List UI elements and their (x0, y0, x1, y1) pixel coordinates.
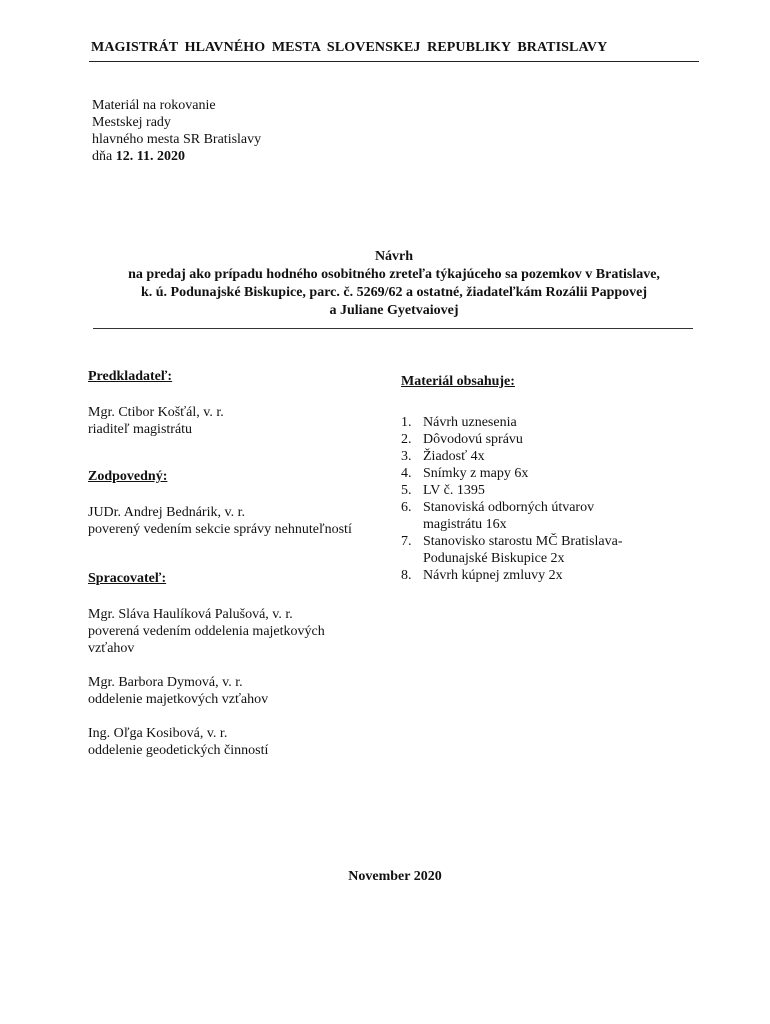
title-divider (93, 328, 693, 329)
preparer-name: Ing. Oľga Kosibová, v. r. (88, 726, 228, 741)
list-item (401, 465, 701, 482)
list-item (401, 448, 701, 465)
meeting-info-line-1: Materiál na rokovanie (92, 98, 216, 113)
list-item-text-line: Stanovisko starostu MČ Bratislava- (423, 534, 623, 549)
list-item-number: 7. (401, 534, 412, 549)
list-item-text: Žiadosť 4x (423, 449, 485, 464)
proposal-title (92, 248, 696, 320)
list-item-number: 6. (401, 500, 412, 515)
contents-column (401, 374, 701, 584)
list-item-number: 3. (401, 449, 412, 464)
contents-list (401, 414, 701, 584)
submitter-heading: Predkladateľ: (88, 369, 173, 384)
meeting-info-line-3: hlavného mesta SR Bratislavy (92, 132, 262, 147)
list-item (401, 431, 701, 448)
proposal-title-line-2: k. ú. Podunajské Biskupice, parc. č. 5269/62 a ostatné, žiadateľkám Rozálii Pappovej (140, 285, 648, 300)
list-item-text: Snímky z mapy 6x (423, 466, 529, 481)
list-item-number: 5. (401, 483, 412, 498)
submitter-role: riaditeľ magistrátu (88, 422, 193, 437)
responsible-heading: Zodpovedný: (88, 469, 168, 484)
list-item-text-line: magistrátu 16x (423, 517, 507, 532)
list-item-text: Návrh kúpnej zmluvy 2x (423, 568, 563, 583)
list-item-number: 8. (401, 568, 412, 583)
proposal-title-line-3: a Juliane Gyetvaiovej (329, 303, 459, 318)
meeting-date-prefix: dňa (92, 149, 116, 164)
list-item-text-line: Podunajské Biskupice 2x (423, 551, 565, 566)
list-item-text: Návrh uznesenia (423, 415, 517, 430)
responsibility-column (88, 369, 388, 759)
contents-heading: Materiál obsahuje: (401, 374, 515, 389)
list-item (401, 533, 701, 567)
document-header: MAGISTRÁT HLAVNÉHO MESTA SLOVENSKEJ REPUBLIKY BRATISLAVY (91, 40, 608, 55)
list-item-text-line: Stanoviská odborných útvarov (423, 500, 595, 515)
responsible-role: poverený vedením sekcie správy nehnuteľností (88, 522, 352, 537)
prepared-by-heading: Spracovateľ: (88, 571, 167, 586)
list-item-text: LV č. 1395 (423, 483, 485, 498)
list-item (401, 567, 701, 584)
list-item-text: Dôvodovú správu (423, 432, 523, 447)
list-item (401, 499, 701, 533)
list-item-number: 2. (401, 432, 412, 447)
responsible-name: JUDr. Andrej Bednárik, v. r. (88, 505, 245, 520)
proposal-heading: Návrh (374, 249, 414, 264)
preparer-role: poverená vedením oddelenia majetkových (88, 624, 325, 639)
preparer-name: Mgr. Sláva Haulíková Palušová, v. r. (88, 607, 293, 622)
list-item (401, 482, 701, 499)
list-item (401, 414, 701, 431)
meeting-info (92, 97, 261, 165)
proposal-title-line-1: na predaj ako prípadu hodného osobitného zreteľa týkajúceho sa pozemkov v Bratislave, (128, 267, 660, 282)
meeting-date: 12. 11. 2020 (115, 149, 185, 164)
list-item-number: 1. (401, 415, 412, 430)
list-item-text (423, 533, 701, 567)
list-item-number: 4. (401, 466, 412, 481)
preparer-role: oddelenie geodetických činností (88, 743, 269, 758)
meeting-info-line-2: Mestskej rady (92, 115, 171, 130)
preparer-name: Mgr. Barbora Dymová, v. r. (88, 675, 243, 690)
preparer-role: vzťahov (88, 641, 135, 656)
meeting-date-line (92, 148, 261, 165)
list-item-text (423, 499, 701, 533)
header-divider (89, 61, 699, 62)
document-date: November 2020 (348, 869, 442, 884)
preparer-role: oddelenie majetkových vzťahov (88, 692, 269, 707)
submitter-name: Mgr. Ctibor Košťál, v. r. (88, 405, 224, 420)
